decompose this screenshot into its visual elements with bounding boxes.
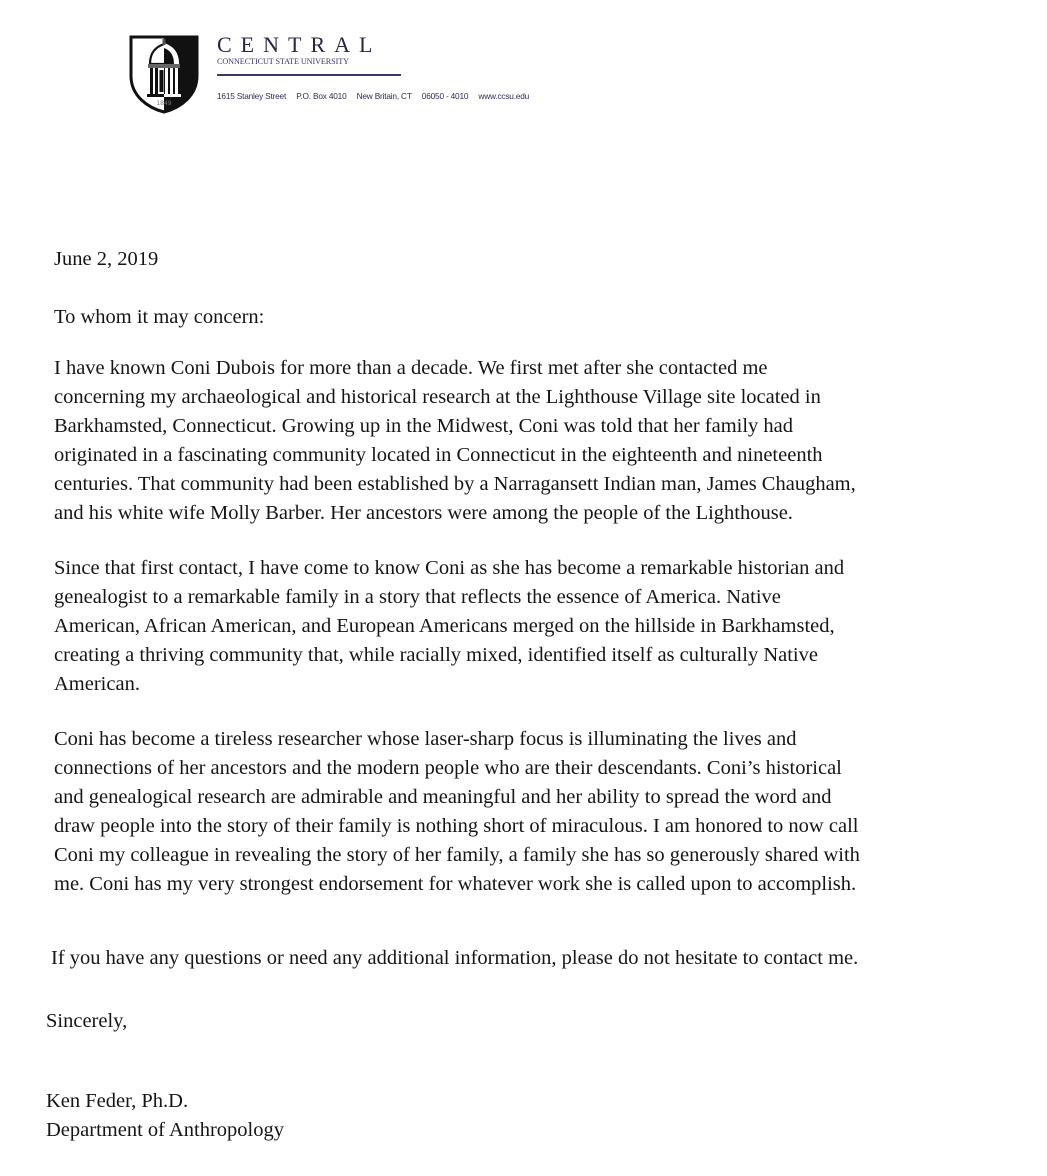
address-city-state: New Britain, CT — [356, 91, 412, 101]
paragraph-line: Coni my colleague in revealing the story of her family, a family she has so generously shared with — [54, 844, 860, 866]
valediction: Sincerely, — [46, 1010, 128, 1032]
paragraph-line: creating a thriving community that, while racially mixed, identified itself as culturally Native — [54, 644, 818, 666]
address-zip: 06050 - 4010 — [421, 91, 469, 101]
paragraph-line: originated in a fascinating community located in Connecticut in the eighteenth and nineteenth — [54, 444, 823, 466]
paragraph-line: draw people into the story of their family is nothing short of miraculous. I am honored to now call — [54, 815, 859, 837]
paragraph-line: connections of her ancestors and the modern people who are their descendants. Coni’s historical — [54, 757, 842, 779]
paragraph-line: me. Coni has my very strongest endorsement for whatever work she is called upon to accomplish. — [54, 873, 857, 895]
address-po-box: P.O. Box 4010 — [296, 91, 347, 101]
paragraph-line: Coni has become a tireless researcher whose laser-sharp focus is illuminating the lives and — [54, 728, 797, 750]
paragraph-1 — [54, 354, 1014, 528]
university-subtitle: CONNECTICUT STATE UNIVERSITY — [217, 57, 349, 66]
paragraph-line: and his white wife Molly Barber. Her ancestors were among the people of the Lighthouse. — [54, 502, 793, 524]
paragraph-line: American. — [54, 673, 140, 695]
paragraph-line: I have known Coni Dubois for more than a decade. We first met after she contacted me — [54, 357, 768, 379]
paragraph-line: concerning my archaeological and historical research at the Lighthouse Village site located in — [54, 386, 821, 408]
address-website: www.ccsu.edu — [478, 91, 530, 101]
university-seal-icon — [128, 34, 200, 114]
paragraph-line: American, African American, and European Americans merged on the hillside in Barkhamsted, — [54, 615, 835, 637]
signature-name: Ken Feder, Ph.D. — [46, 1090, 189, 1112]
paragraph-line: and genealogical research are admirable and meaningful and her ability to spread the word and — [54, 786, 832, 808]
university-name: CENTRAL — [217, 32, 382, 57]
address-street: 1615 Stanley Street — [217, 91, 287, 101]
letterhead-rule — [217, 74, 401, 76]
paragraph-line: genealogist to a remarkable family in a story that reflects the essence of America. Native — [54, 586, 781, 608]
letterhead — [128, 34, 648, 114]
paragraph-3 — [54, 725, 1014, 899]
letter-salutation: To whom it may concern: — [54, 306, 265, 328]
paragraph-line: Since that first contact, I have come to know Coni as she has become a remarkable historian and — [54, 557, 845, 579]
seal-year: 1849 — [156, 100, 172, 107]
paragraph-line: Barkhamsted, Connecticut. Growing up in the Midwest, Coni was told that her family had — [54, 415, 794, 437]
letterhead-address — [217, 91, 537, 101]
paragraph-line: centuries. That community had been established by a Narragansett Indian man, James Chaugham, — [54, 473, 856, 495]
letter-date: June 2, 2019 — [54, 248, 159, 270]
university-brand — [217, 34, 401, 76]
closing-statement: If you have any questions or need any additional information, please do not hesitate to contact me. — [51, 947, 859, 969]
signature-department: Department of Anthropology — [46, 1119, 284, 1141]
paragraph-2 — [54, 554, 1014, 699]
